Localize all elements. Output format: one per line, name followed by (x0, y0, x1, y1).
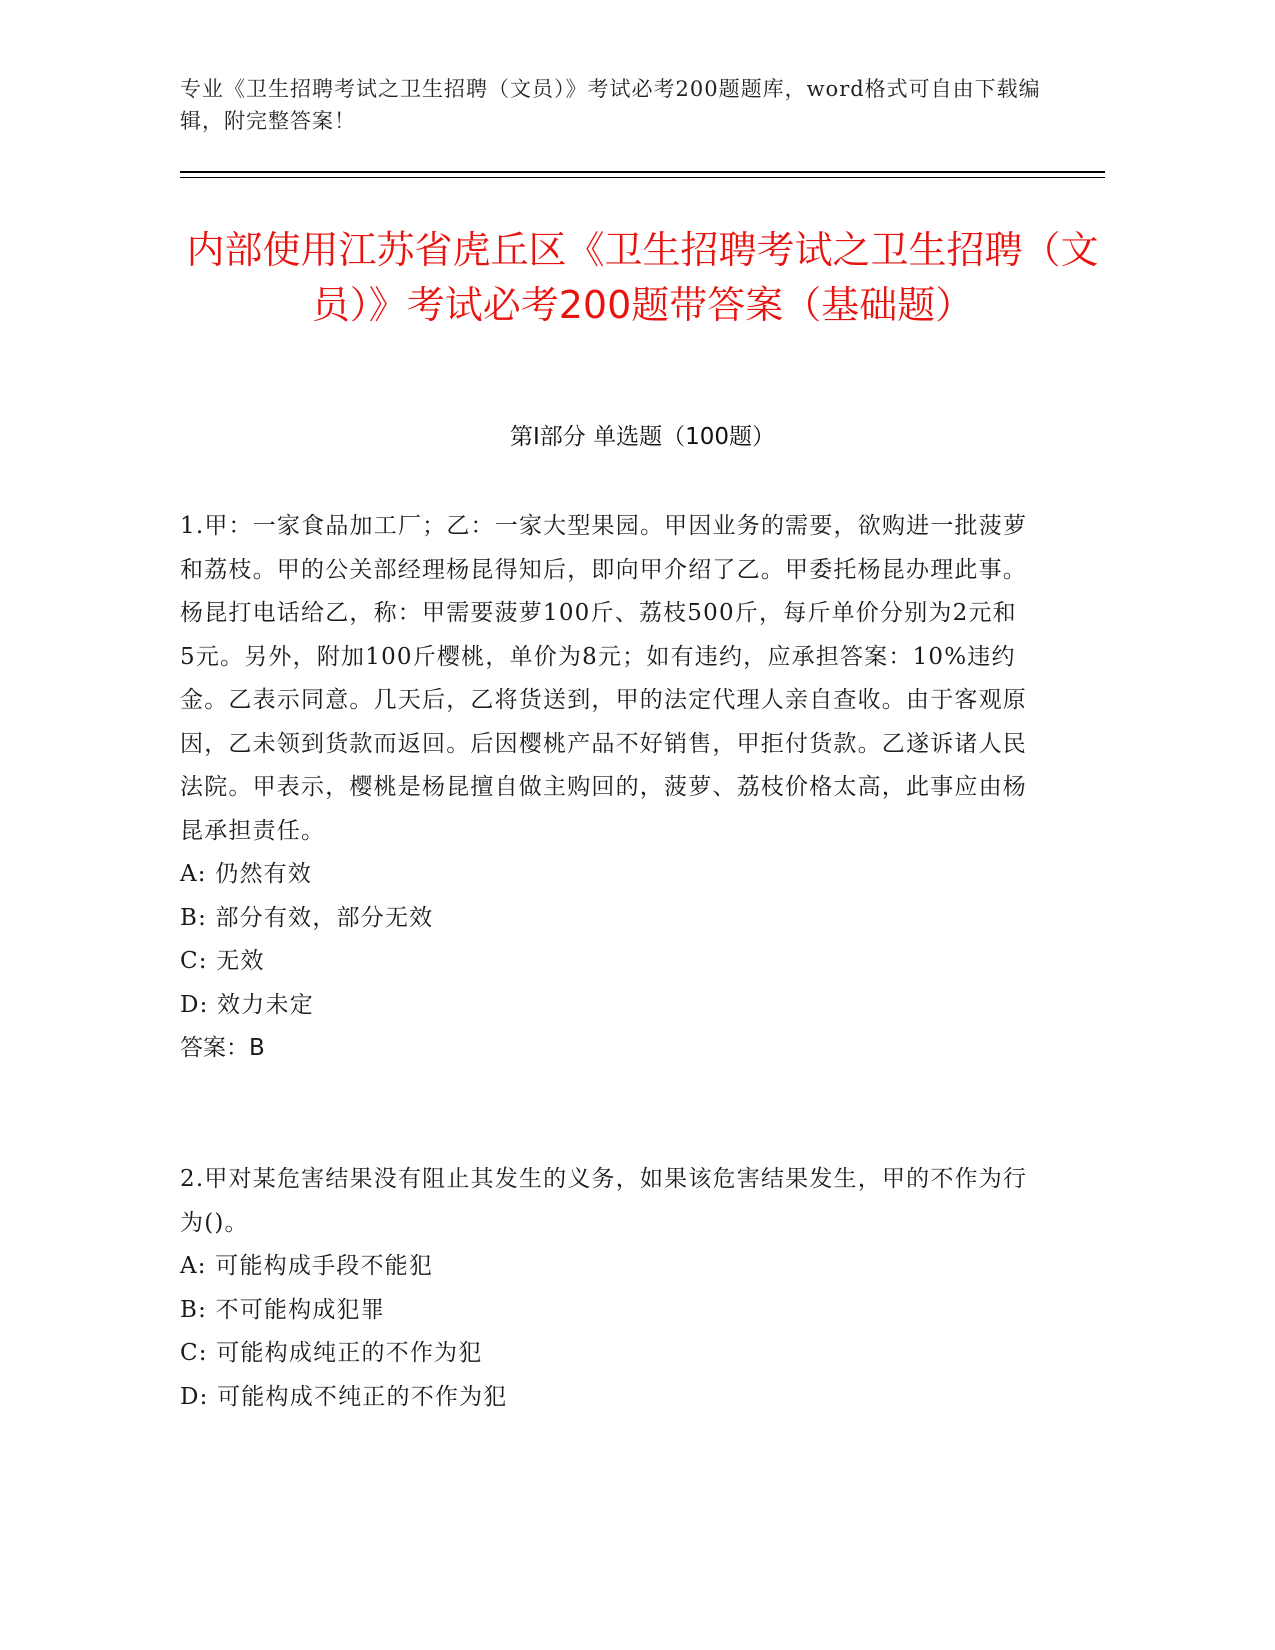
option-c: C: 无效 (180, 948, 265, 974)
header-divider-thin (180, 177, 1105, 178)
option-d: D: 可能构成不纯正的不作为犯 (180, 1383, 508, 1410)
section-heading: 第I部分 单选题（100题） (510, 424, 775, 450)
option-a: A: 仍然有效 (180, 861, 313, 887)
question-1 (180, 505, 1030, 1071)
option-b: B: 部分有效，部分无效 (180, 904, 434, 931)
header-divider-thick (180, 171, 1105, 173)
option-d: D: 效力未定 (180, 991, 314, 1018)
document-title: 内部使用江苏省虎丘区《卫生招聘考试之卫生招聘（文员）》考试必考200题带答案（基础题） (186, 228, 1099, 327)
question-stem: 2.甲对某危害结果没有阻止其发生的义务，如果该危害结果发生，甲的不作为行为()。 (180, 1166, 1028, 1236)
option-c: C: 可能构成纯正的不作为犯 (180, 1340, 483, 1366)
option-b: B: 不可能构成犯罪 (180, 1296, 385, 1323)
question-stem: 1.甲：一家食品加工厂；乙：一家大型果园。甲因业务的需要，欲购进一批菠萝和荔枝。甲的公关部经理杨昆得知后，即向甲介绍了乙。甲委托杨昆办理此事。杨昆打电话给乙，称：甲需要菠萝100斤、荔枝500斤，每斤单价分别为2元和5元。另外，附加100斤樱桃，单价为8元；如有违约，应承担答案：10%违约金。乙表示同意。几天后，乙将货送到，甲的法定代理人亲自查收。由于客观原因，乙未领到货款而返回。后因樱桃产品不好销售，甲拒付货款。乙遂诉诸人民法院。甲表示，樱桃是杨昆擅自做主购回的，菠萝、荔枝价格太高，此事应由杨昆承担责任。 (180, 513, 1028, 844)
option-a: A: 可能构成手段不能犯 (180, 1253, 434, 1279)
answer-line: 答案：B (180, 1035, 265, 1061)
question-2 (180, 1158, 1030, 1419)
header-note: 专业《卫生招聘考试之卫生招聘（文员）》考试必考200题题库，word格式可自由下载编辑，附完整答案！ (180, 77, 1041, 133)
